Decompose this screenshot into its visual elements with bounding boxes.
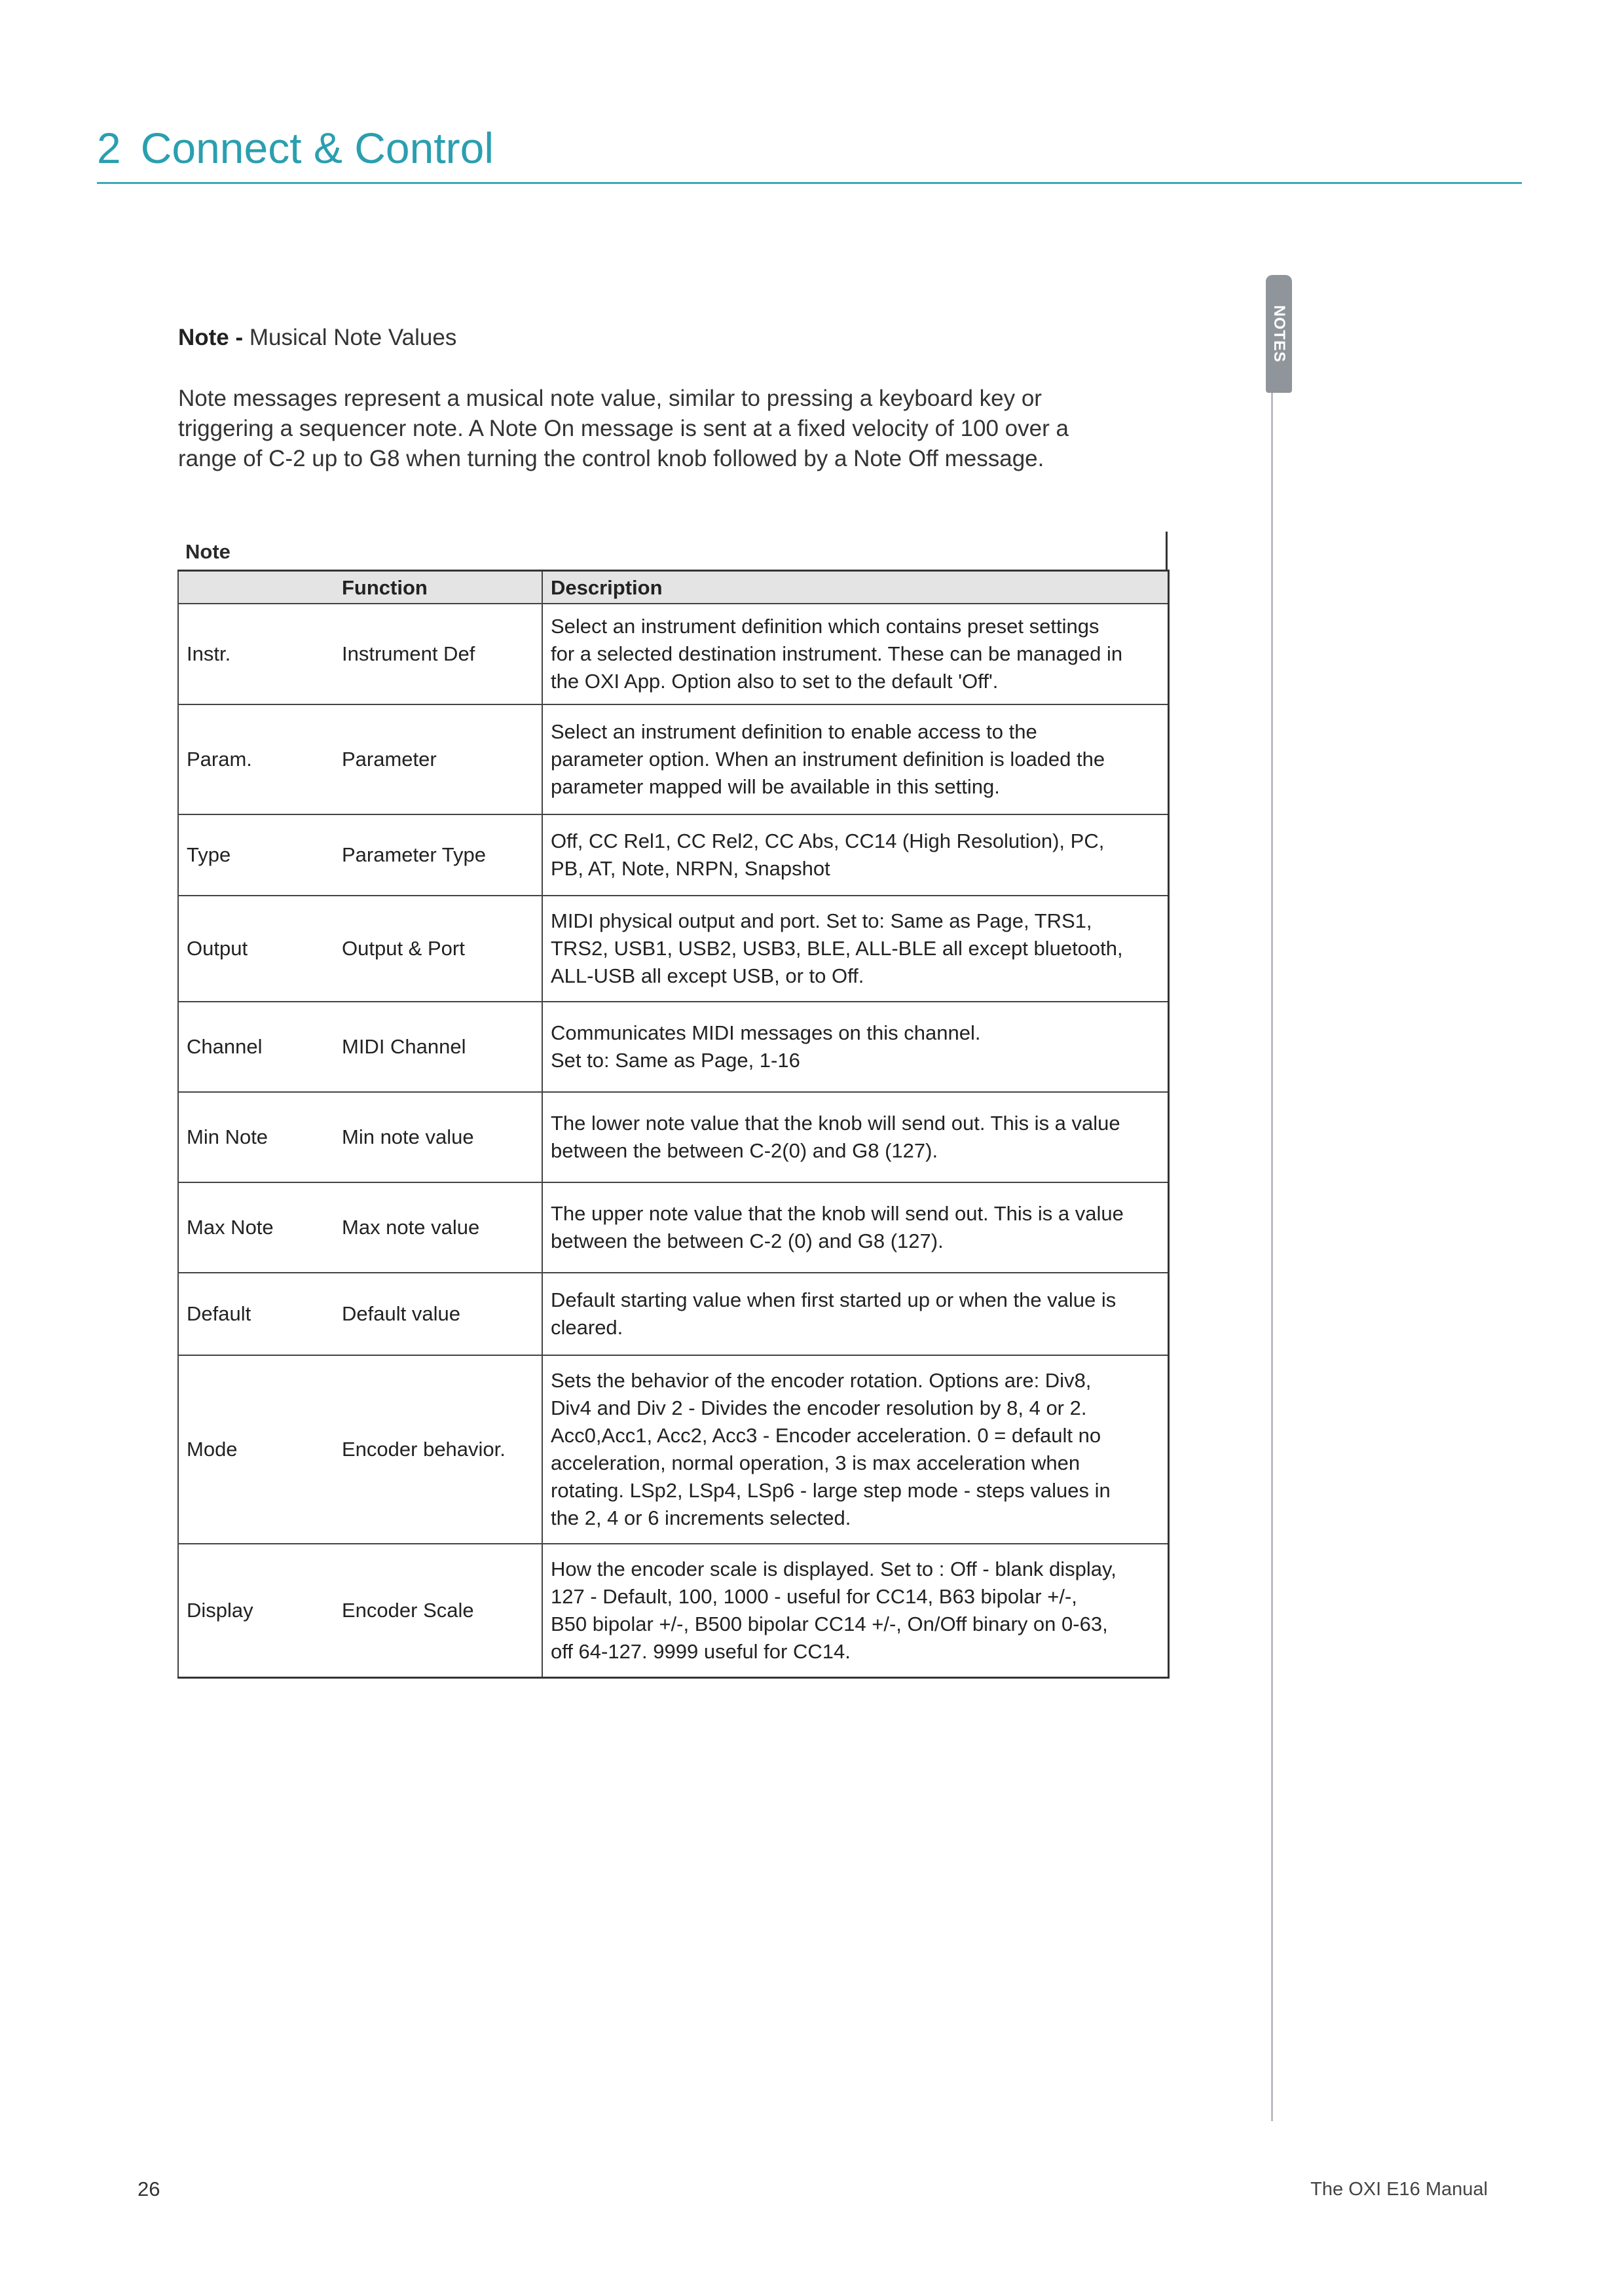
page-number: 26 (138, 2178, 160, 2200)
table-row (178, 1544, 1168, 1677)
row-name: Output (178, 896, 334, 1002)
description-line: between the between C-2(0) and G8 (127). (551, 1139, 938, 1162)
table-row (178, 1355, 1168, 1544)
row-function: Encoder Scale (334, 1544, 542, 1677)
description-line: the 2, 4 or 6 increments selected. (551, 1506, 851, 1529)
row-description (542, 1182, 1168, 1273)
table-row (178, 704, 1168, 814)
table-title: Note (177, 532, 1168, 570)
table-row (178, 1002, 1168, 1092)
row-name: Type (178, 814, 334, 896)
table-row (178, 1273, 1168, 1355)
row-description (542, 1002, 1168, 1092)
description-line: Sets the behavior of the encoder rotation. Options are: Div8, (551, 1369, 1092, 1392)
chapter-number: 2 (97, 124, 121, 172)
row-function: Instrument Def (334, 604, 542, 704)
description-line: the OXI App. Option also to set to the default 'Off'. (551, 670, 999, 693)
row-name: Param. (178, 704, 334, 814)
intro-paragraph (178, 384, 1200, 474)
description-line: The upper note value that the knob will send out. This is a value (551, 1202, 1124, 1225)
row-description (542, 1355, 1168, 1544)
manual-title: The OXI E16 Manual (1310, 2179, 1488, 2200)
note-parameter-table (177, 532, 1168, 1679)
table-row (178, 1092, 1168, 1182)
row-name: Instr. (178, 604, 334, 704)
description-line: Select an instrument definition to enable access to the (551, 720, 1037, 743)
description-line: acceleration, normal operation, 3 is max acceleration when (551, 1451, 1080, 1474)
description-line: Acc0,Acc1, Acc2, Acc3 - Encoder acceleration. 0 = default no (551, 1424, 1101, 1447)
row-description (542, 604, 1168, 704)
description-line: for a selected destination instrument. These can be managed in (551, 642, 1123, 665)
description-line: The lower note value that the knob will send out. This is a value (551, 1112, 1120, 1135)
row-name: Min Note (178, 1092, 334, 1182)
row-function: Min note value (334, 1092, 542, 1182)
description-line: PB, AT, Note, NRPN, Snapshot (551, 857, 830, 880)
description-line: parameter mapped will be available in this setting. (551, 775, 1000, 798)
description-line: Communicates MIDI messages on this channel. (551, 1021, 981, 1044)
row-name: Display (178, 1544, 334, 1677)
chapter-heading (97, 122, 494, 174)
chapter-title: Connect & Control (140, 124, 494, 172)
description-line: ALL-USB all except USB, or to Off. (551, 964, 864, 987)
description-line: Default starting value when first started up or when the value is (551, 1288, 1116, 1311)
row-function: Encoder behavior. (334, 1355, 542, 1544)
notes-margin-line (1271, 393, 1273, 2121)
header-divider (97, 182, 1522, 184)
table-header-row (178, 571, 1168, 604)
row-description (542, 896, 1168, 1002)
description-line: cleared. (551, 1316, 623, 1339)
row-function: Parameter (334, 704, 542, 814)
row-function: MIDI Channel (334, 1002, 542, 1092)
description-line: B50 bipolar +/-, B500 bipolar CC14 +/-, On/Off binary on 0-63, (551, 1612, 1108, 1635)
row-name: Channel (178, 1002, 334, 1092)
row-name: Mode (178, 1355, 334, 1544)
header-function: Function (334, 571, 542, 604)
intro-line: triggering a sequencer note. A Note On message is sent at a fixed velocity of 100 over a (178, 416, 1069, 441)
section-title (178, 325, 456, 351)
header-name (178, 571, 334, 604)
row-description (542, 814, 1168, 896)
row-function: Output & Port (334, 896, 542, 1002)
row-description (542, 1273, 1168, 1355)
description-line: Set to: Same as Page, 1-16 (551, 1049, 800, 1072)
section-title-bold: Note - (178, 325, 244, 350)
intro-line: Note messages represent a musical note value, similar to pressing a keyboard key or (178, 386, 1042, 411)
row-description (542, 1544, 1168, 1677)
row-name: Default (178, 1273, 334, 1355)
description-line: TRS2, USB1, USB2, USB3, BLE, ALL-BLE all except bluetooth, (551, 937, 1123, 960)
table-row (178, 1182, 1168, 1273)
header-description: Description (542, 571, 1168, 604)
intro-line: range of C-2 up to G8 when turning the control knob followed by a Note Off message. (178, 446, 1044, 471)
description-line: rotating. LSp2, LSp4, LSp6 - large step mode - steps values in (551, 1479, 1111, 1502)
row-function: Default value (334, 1273, 542, 1355)
description-line: 127 - Default, 100, 1000 - useful for CC14, B63 bipolar +/-, (551, 1584, 1077, 1608)
description-line: Div4 and Div 2 - Divides the encoder resolution by 8, 4 or 2. (551, 1396, 1087, 1419)
description-line: off 64-127. 9999 useful for CC14. (551, 1639, 851, 1663)
table-row (178, 896, 1168, 1002)
row-description (542, 1092, 1168, 1182)
description-line: parameter option. When an instrument definition is loaded the (551, 748, 1105, 771)
row-name: Max Note (178, 1182, 334, 1273)
description-line: Select an instrument definition which contains preset settings (551, 615, 1099, 638)
description-line: between the between C-2 (0) and G8 (127). (551, 1230, 944, 1252)
notes-side-tab[interactable] (1266, 275, 1292, 393)
description-line: MIDI physical output and port. Set to: Same as Page, TRS1, (551, 909, 1092, 932)
section-title-rest: Musical Note Values (243, 325, 457, 350)
notes-tab-label: NOTES (1270, 305, 1288, 363)
row-function: Parameter Type (334, 814, 542, 896)
table-row (178, 814, 1168, 896)
row-function: Max note value (334, 1182, 542, 1273)
table-row (178, 604, 1168, 704)
row-description (542, 704, 1168, 814)
description-line: How the encoder scale is displayed. Set to : Off - blank display, (551, 1557, 1116, 1580)
description-line: Off, CC Rel1, CC Rel2, CC Abs, CC14 (High Resolution), PC, (551, 829, 1105, 852)
